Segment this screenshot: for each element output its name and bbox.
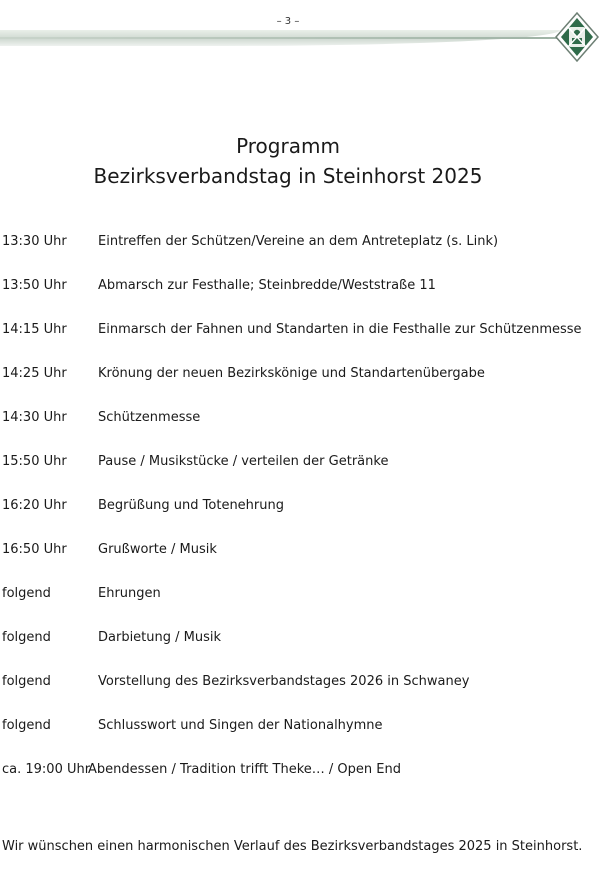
- schedule-row: [2, 584, 592, 628]
- schedule-description: Darbietung / Musik: [98, 630, 222, 645]
- schedule-time: folgend: [2, 586, 51, 601]
- header-band: [0, 30, 560, 46]
- schedule-time: 16:20 Uhr: [2, 498, 67, 513]
- schedule-row: [2, 716, 592, 760]
- schedule-time: 16:50 Uhr: [2, 542, 67, 557]
- schedule-row: [2, 540, 592, 584]
- page-number: – 3 –: [276, 16, 300, 27]
- page-title: [0, 131, 576, 191]
- schedule-description: Schlusswort und Singen der Nationalhymne: [98, 718, 383, 733]
- title-line-2: Bezirksverbandstag in Steinhorst 2025: [93, 164, 483, 188]
- schedule-time: 14:25 Uhr: [2, 366, 67, 381]
- schedule-row: [2, 496, 592, 540]
- schedule-description: Schützenmesse: [98, 410, 201, 425]
- schedule-row: [2, 320, 592, 364]
- schedule-list: [2, 232, 592, 804]
- schedule-row: [2, 276, 592, 320]
- schedule-row: [2, 232, 592, 276]
- schedule-description: Eintreffen der Schützen/Vereine an dem Antreteplatz (s. Link): [98, 234, 499, 249]
- schedule-description: Ehrungen: [98, 586, 161, 601]
- schedule-time: ca. 19:00 Uhr: [2, 762, 91, 777]
- schedule-time: folgend: [2, 674, 51, 689]
- schedule-time: 15:50 Uhr: [2, 454, 67, 469]
- schedule-row: [2, 628, 592, 672]
- schedule-time: 13:50 Uhr: [2, 278, 67, 293]
- schedule-description: Abendessen / Tradition trifft Theke… / Open End: [88, 762, 401, 777]
- schedule-description: Krönung der neuen Bezirkskönige und Standartenübergabe: [98, 366, 485, 381]
- schedule-time: folgend: [2, 718, 51, 733]
- schedule-description: Einmarsch der Fahnen und Standarten in die Festhalle zur Schützenmesse: [98, 322, 582, 337]
- closing-note: Wir wünschen einen harmonischen Verlauf des Bezirksverbandstages 2025 in Steinhorst.: [2, 839, 583, 854]
- schedule-time: folgend: [2, 630, 51, 645]
- schedule-description: Abmarsch zur Festhalle; Steinbredde/Weststraße 11: [98, 278, 436, 293]
- schedule-description: Vorstellung des Bezirksverbandstages 2026 in Schwaney: [98, 674, 470, 689]
- title-line-1: Programm: [236, 134, 340, 158]
- schedule-description: Begrüßung und Totenehrung: [98, 498, 284, 513]
- schedule-row: [2, 408, 592, 452]
- schedule-time: 14:30 Uhr: [2, 410, 67, 425]
- schedule-row: [2, 672, 592, 716]
- schedule-description: Grußworte / Musik: [98, 542, 217, 557]
- schedule-row: [2, 760, 592, 804]
- schedule-row: [2, 364, 592, 408]
- schedule-time: 14:15 Uhr: [2, 322, 67, 337]
- schedule-description: Pause / Musikstücke / verteilen der Getränke: [98, 454, 389, 469]
- shooting-club-crest-icon: [555, 12, 599, 62]
- schedule-time: 13:30 Uhr: [2, 234, 67, 249]
- schedule-row: [2, 452, 592, 496]
